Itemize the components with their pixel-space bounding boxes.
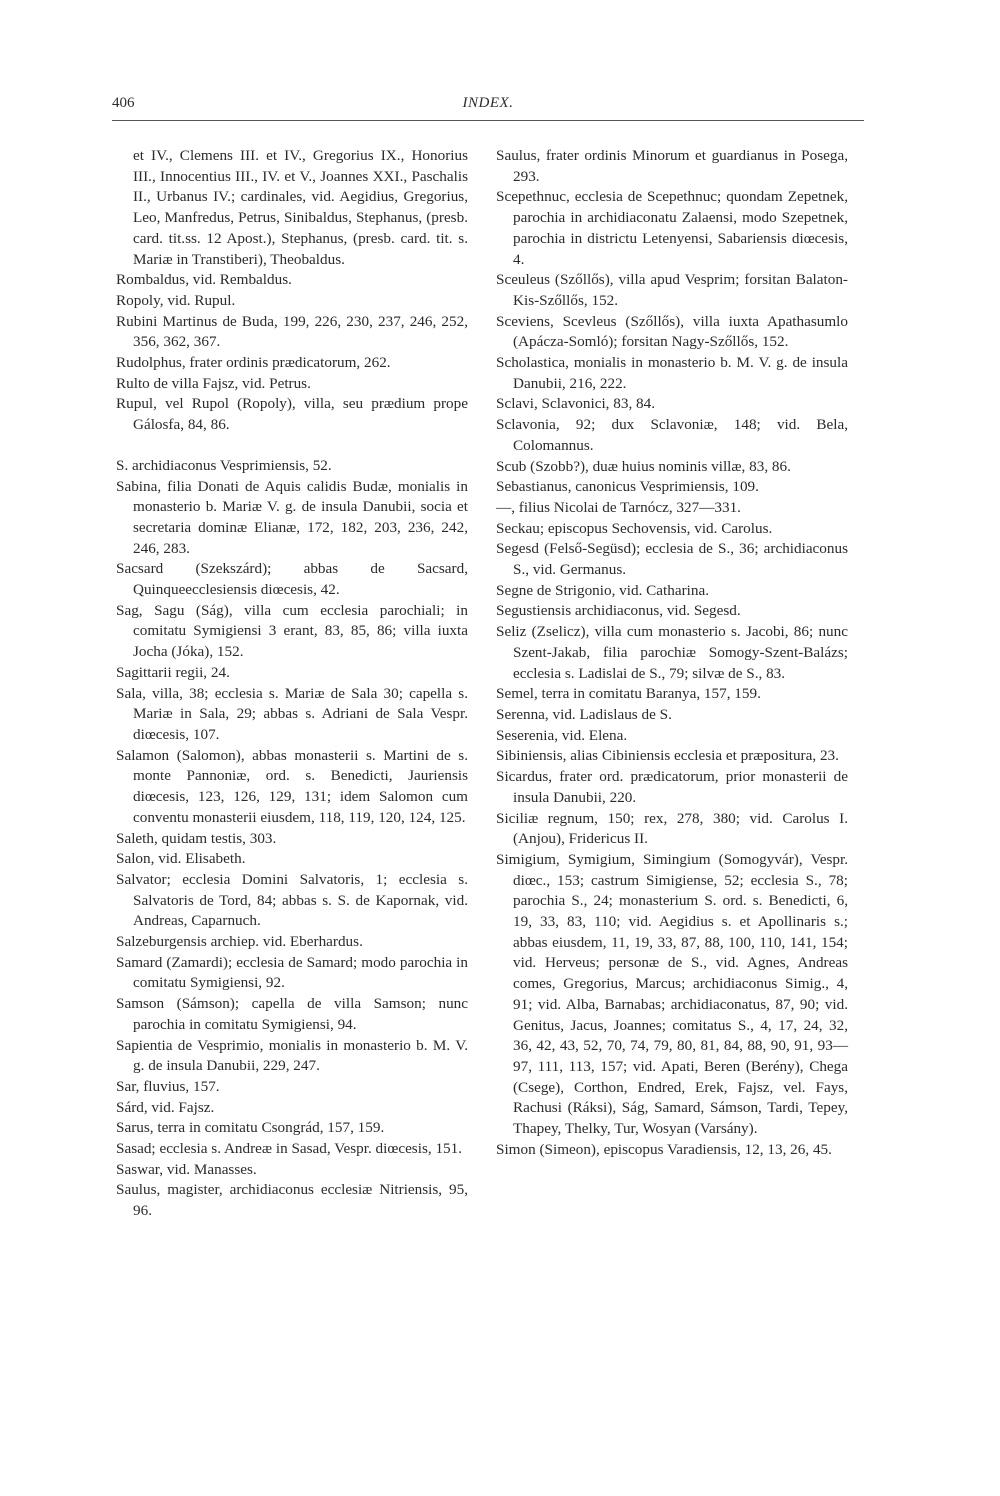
index-entry: Simigium, Symigium, Simingium (Somogyvár), Vespr. diœc., 153; castrum Simigiense, 52; ecclesia S., 78; parochia S., 24; monasterium S. ord. s. Benedicti, 6, 19, 33, 83, 110; vid. Aegidius s. et Apollinaris s.; abbas eiusdem, 11, 19, 33, 87, 88, 100, 110, 141, 154; vid. Herveus; personæ de S., vid. Agnes, Andreas comes, Gregorius, Marcus; archidiaconus Simig., 4, 91; vid. Alba, Barnabas; archidiaconatus, 87, 90; vid. Genitus, Jacus, Joannes; comitatus S., 4, 17, 24, 32, 36, 42, 43, 52, 70, 74, 79, 80, 81, 84, 88, 90, 91, 93—97, 111, 113, 157; vid. Apati, Beren (Berény), Chega (Csege), Corthon, Endred, Erek, Fajsz, vel. Fays, Rachusi (Ráksi), Ság, Samard, Sámson, Tardi, Tepey, Thapey, Thelky, Tur, Wosyan (Varsány).: [496, 850, 848, 1138]
index-entry: Salvator; ecclesia Domini Salvatoris, 1; ecclesia s. Salvatoris de Tord, 84; abbas s. S. de Kapornak, vid. Andreas, Caparnuch.: [116, 870, 468, 930]
letter-section-gap: [116, 436, 468, 456]
index-entry: Samson (Sámson); capella de villa Samson; nunc parochia in comitatu Symigiensi, 94.: [116, 995, 468, 1033]
index-entry: Sárd, vid. Fajsz.: [116, 1098, 215, 1116]
index-entry: et IV., Clemens III. et IV., Gregorius IX., Honorius III., Innocentius III., IV. et V., Joannes XXI., Paschalis II., Urbanus IV.; cardinales, vid. Aegidius, Gregorius, Leo, Manfredus, Petrus, Sinibaldus, Stephanus, (presb. card. tit.ss. 12 Apost.), Stephanus, (presb. card. tit. s. Mariæ in Transtiberi), Theobaldus.: [133, 147, 468, 268]
page-header: [112, 95, 864, 119]
index-entry: Salamon (Salomon), abbas monasterii s. Martini de s. monte Pannoniæ, ord. s. Benedicti, Jauriensis diœcesis, 123, 126, 129, 131; idem Salomon cum conventu monasterii eiusdem, 118, 119, 120, 124, 125.: [116, 746, 468, 826]
index-entry: Rulto de villa Fajsz, vid. Petrus.: [116, 374, 311, 392]
index-entry: Sabina, filia Donati de Aquis calidis Budæ, monialis in monasterio b. Mariæ V. g. de insula Danubii, socia et secretaria dominæ Elianæ, 172, 182, 203, 236, 242, 246, 283.: [116, 477, 468, 557]
index-entry: Seserenia, vid. Elena.: [496, 726, 628, 744]
index-entry: Segesd (Felső-Següsd); ecclesia de S., 36; archidiaconus S., vid. Germanus.: [496, 540, 848, 579]
index-entry: Sceuleus (Szőllős), villa apud Vesprim; forsitan Balaton-Kis-Szőllős, 152.: [496, 271, 848, 309]
index-entry: Salon, vid. Elisabeth.: [116, 850, 246, 868]
index-entry: Saulus, frater ordinis Minorum et guardianus in Posega, 293.: [496, 147, 848, 185]
index-entry: Sclavonia, 92; dux Sclavoniæ, 148; vid. Bela, Colomannus.: [496, 416, 848, 454]
index-entry: Sclavi, Sclavonici, 83, 84.: [496, 395, 656, 413]
index-entry: Sala, villa, 38; ecclesia s. Mariæ de Sala 30; capella s. Mariæ in Sala, 29; abbas s. Adriani de Sala Vespr. diœcesis, 107.: [116, 684, 468, 743]
index-entry: Sapientia de Vesprimio, monialis in monasterio b. M. V. g. de insula Danubii, 229, 247.: [116, 1036, 468, 1075]
index-entry: Saswar, vid. Manasses.: [116, 1160, 257, 1178]
index-entry: Serenna, vid. Ladislaus de S.: [496, 705, 672, 723]
index-entry: Seckau; episcopus Sechovensis, vid. Carolus.: [496, 519, 773, 537]
index-entry: S. archidiaconus Vesprimiensis, 52.: [116, 456, 332, 474]
index-entry: Siciliæ regnum, 150; rex, 278, 380; vid. Carolus I. (Anjou), Fridericus II.: [496, 809, 848, 848]
right-column: [496, 146, 848, 1160]
index-entry: Scholastica, monialis in monasterio b. M. V. g. de insula Danubii, 216, 222.: [496, 354, 848, 392]
index-entry: Sar, fluvius, 157.: [116, 1077, 220, 1095]
index-entry: Sag, Sagu (Ság), villa cum ecclesia parochiali; in comitatu Symigiensi 3 erant, 83, 85, 86; villa iuxta Jocha (Jóka), 152.: [116, 601, 468, 661]
index-entry: Ropoly, vid. Rupul.: [116, 291, 236, 309]
index-entry: Semel, terra in comitatu Baranya, 157, 159.: [496, 685, 761, 703]
index-entry: Saulus, magister, archidiaconus ecclesiæ Nitriensis, 95, 96.: [116, 1181, 468, 1220]
index-entry: Rubini Martinus de Buda, 199, 226, 230, 237, 246, 252, 356, 362, 367.: [116, 312, 468, 351]
index-entry: —, filius Nicolai de Tarnócz, 327—331.: [496, 498, 741, 516]
index-entry: Sibiniensis, alias Cibiniensis ecclesia et præpositura, 23.: [496, 747, 839, 765]
index-entry: Sceviens, Scevleus (Szőllős), villa iuxta Apathasumlo (Apácza-Somló); forsitan Nagy-Szőllős, 152.: [496, 312, 848, 351]
index-entry: Scepethnuc, ecclesia de Scepethnuc; quondam Zepetnek, parochia in archidiaconatu Zalaensi, modo Szepetnek, parochia in districtu Letenyensi, Sabariensis diœcesis, 4.: [496, 188, 848, 268]
index-entry: Scub (Szobb?), duæ huius nominis villæ, 83, 86.: [496, 457, 791, 475]
index-entry: Samard (Zamardi); ecclesia de Samard; modo parochia in comitatu Symigiensi, 92.: [116, 953, 468, 992]
index-entry: Sagittarii regii, 24.: [116, 663, 230, 681]
index-entry: Rombaldus, vid. Rembaldus.: [116, 271, 292, 289]
index-entry: Segne de Strigonio, vid. Catharina.: [496, 581, 710, 599]
index-entry: Saleth, quidam testis, 303.: [116, 829, 277, 847]
index-entry: Sarus, terra in comitatu Csongrád, 157, 159.: [116, 1119, 385, 1137]
index-entry: Sicardus, frater ord. prædicatorum, prior monasterii de insula Danubii, 220.: [496, 768, 848, 806]
index-entry: Seliz (Zselicz), villa cum monasterio s. Jacobi, 86; nunc Szent-Jakab, filia parochiæ Somogy-Szent-Balázs; ecclesia s. Ladislai de S., 79; silvæ de S., 83.: [496, 623, 848, 682]
index-entry: Segustiensis archidiaconus, vid. Segesd.: [496, 602, 741, 620]
index-entry: Rudolphus, frater ordinis prædicatorum, 262.: [116, 354, 391, 372]
index-entry: Salzeburgensis archiep. vid. Eberhardus.: [116, 933, 363, 951]
index-entry: Rupul, vel Rupol (Ropoly), villa, seu prædium prope Gálosfa, 84, 86.: [116, 395, 468, 434]
index-entry: Sacsard (Szekszárd); abbas de Sacsard, Quinqueecclesiensis diœcesis, 42.: [116, 560, 468, 599]
left-column: [116, 146, 468, 1222]
header-rule: [112, 120, 864, 121]
page-number: 406: [112, 95, 135, 111]
index-entry: Simon (Simeon), episcopus Varadiensis, 12, 13, 26, 45.: [496, 1140, 832, 1158]
index-entry: Sasad; ecclesia s. Andreæ in Sasad, Vespr. diœcesis, 151.: [116, 1140, 463, 1158]
index-entry: Sebastianus, canonicus Vesprimiensis, 109.: [496, 478, 759, 496]
running-title: INDEX.: [462, 95, 514, 111]
